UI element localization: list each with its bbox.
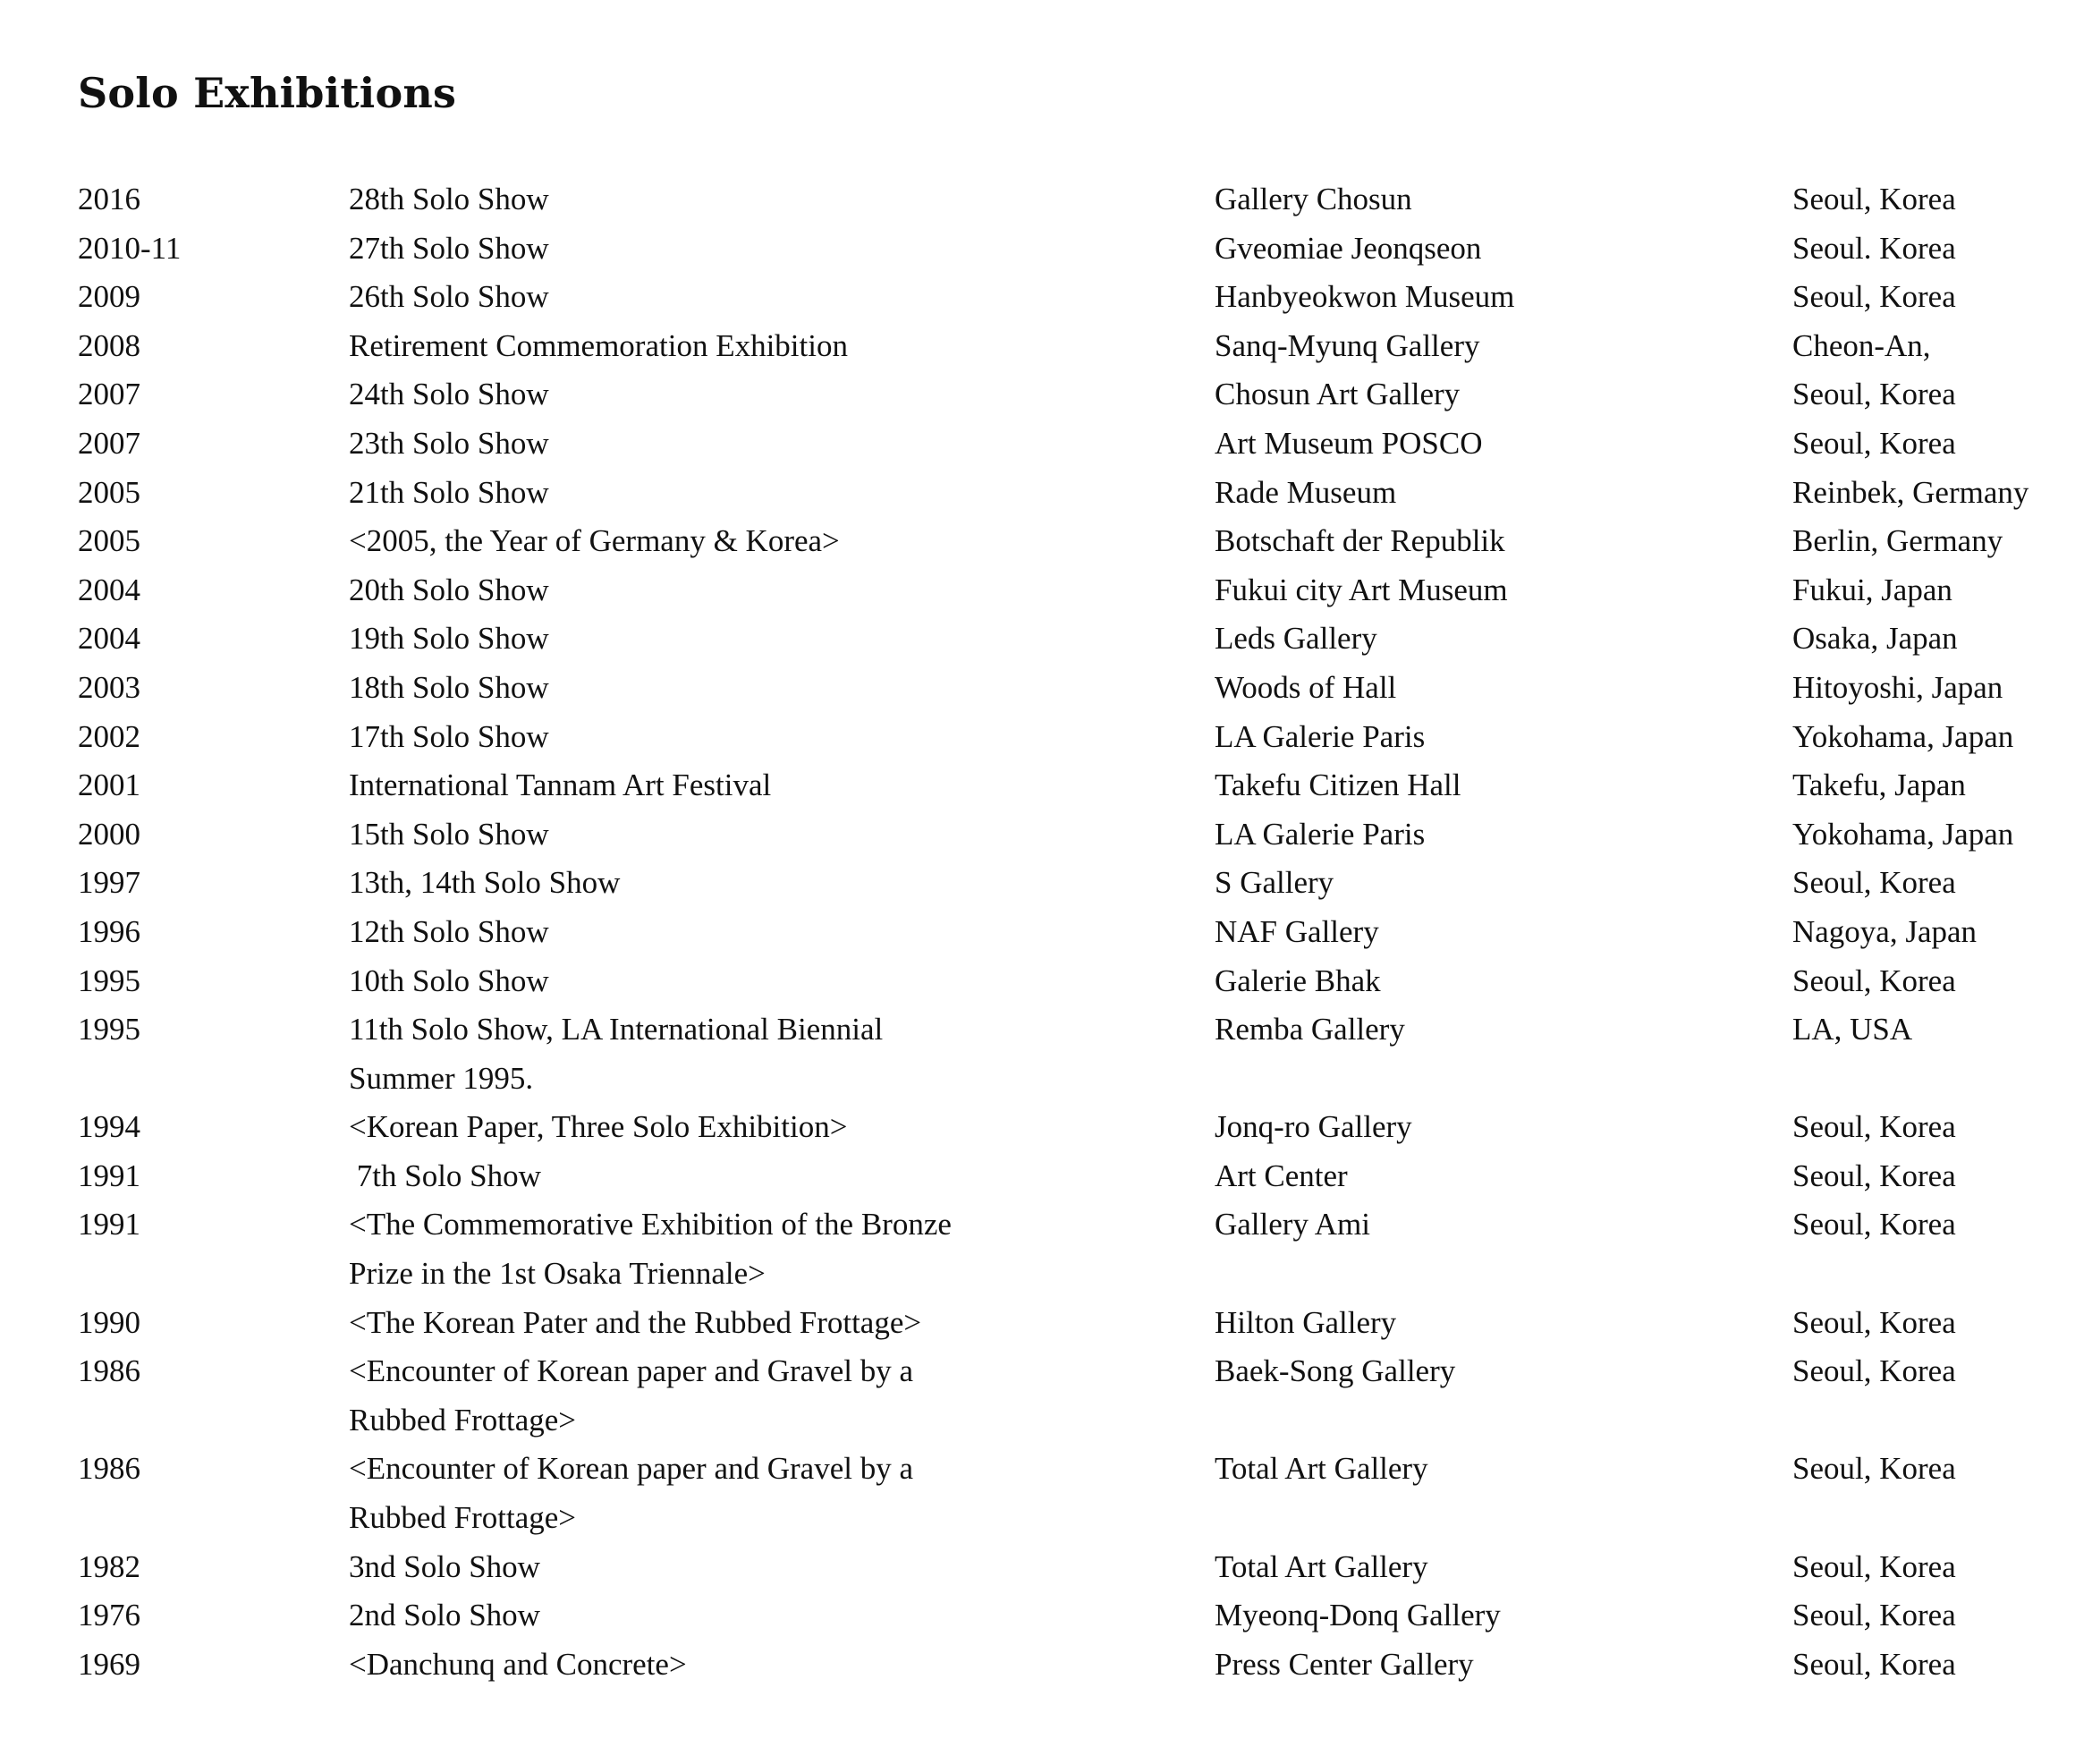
exhibition-row <box>0 859 2075 908</box>
exhibition-venue: Galerie Bhak <box>1215 963 1381 998</box>
exhibition-year: 2007 <box>78 377 140 412</box>
exhibition-year: 1982 <box>78 1548 140 1584</box>
exhibition-location: Seoul, Korea <box>1792 1548 1956 1584</box>
exhibition-year: 2009 <box>78 279 140 315</box>
exhibition-title-line: 19th Solo Show <box>349 621 549 657</box>
exhibition-year: 1995 <box>78 1012 140 1047</box>
exhibition-row <box>0 957 2075 1006</box>
exhibition-location: Seoul, Korea <box>1792 1109 1956 1145</box>
exhibition-location: Seoul, Korea <box>1792 963 1956 998</box>
exhibition-title-line: Prize in the 1st Osaka Triennale> <box>349 1256 766 1292</box>
exhibition-location: Seoul, Korea <box>1792 425 1956 461</box>
exhibition-year: 1969 <box>78 1646 140 1682</box>
exhibition-title-line: 7th Solo Show <box>349 1158 541 1193</box>
exhibition-year: 1994 <box>78 1109 140 1145</box>
exhibition-title <box>349 713 1181 762</box>
exhibition-title <box>349 1005 1181 1103</box>
exhibition-location: Yokohama, Japan <box>1792 816 2014 852</box>
exhibition-venue: Gveomiae Jeonqseon <box>1215 230 1482 266</box>
exhibition-title-line: <Encounter of Korean paper and Gravel by a <box>349 1353 913 1389</box>
exhibition-title <box>349 1200 1181 1298</box>
exhibition-venue: Art Center <box>1215 1158 1348 1193</box>
exhibition-title-line: 11th Solo Show, LA International Biennial <box>349 1012 884 1047</box>
exhibition-title-line: 28th Solo Show <box>349 182 549 216</box>
exhibition-title-line: <2005, the Year of Germany & Korea> <box>349 523 840 559</box>
exhibition-title <box>349 664 1181 713</box>
exhibition-row <box>0 517 2075 566</box>
exhibition-venue: Sanq-Myunq Gallery <box>1215 327 1480 363</box>
exhibition-row <box>0 1543 2075 1592</box>
exhibition-title-line: 12th Solo Show <box>349 913 549 949</box>
exhibition-title-line: 17th Solo Show <box>349 718 549 754</box>
exhibition-title <box>349 1347 1181 1445</box>
exhibition-year: 1996 <box>78 913 140 949</box>
exhibition-location: Seoul, Korea <box>1792 1158 1956 1193</box>
exhibition-list <box>0 175 2075 1689</box>
exhibition-location: Nagoya, Japan <box>1792 913 1978 949</box>
exhibition-year: 2016 <box>78 182 140 216</box>
exhibition-row <box>0 273 2075 322</box>
exhibition-title-line: Rubbed Frottage> <box>349 1402 577 1437</box>
exhibition-title <box>349 1152 1181 1201</box>
exhibition-title <box>349 175 1181 225</box>
exhibition-row <box>0 908 2075 957</box>
exhibition-title-line: <Encounter of Korean paper and Gravel by a <box>349 1451 913 1487</box>
exhibition-venue: Gallery Chosun <box>1215 182 1412 216</box>
exhibition-year: 2008 <box>78 327 140 363</box>
exhibition-title-line: 3nd Solo Show <box>349 1548 540 1584</box>
exhibition-title-line: <The Korean Pater and the Rubbed Frottage> <box>349 1304 922 1340</box>
exhibition-title <box>349 566 1181 615</box>
exhibition-year: 1986 <box>78 1451 140 1487</box>
exhibition-location: LA, USA <box>1792 1012 1913 1047</box>
exhibition-row <box>0 1103 2075 1152</box>
exhibition-year: 1995 <box>78 963 140 998</box>
exhibition-venue: Hanbyeokwon Museum <box>1215 279 1515 315</box>
exhibition-row <box>0 370 2075 420</box>
exhibition-venue: Leds Gallery <box>1215 621 1377 657</box>
exhibition-location: Seoul, Korea <box>1792 182 1956 216</box>
exhibition-title <box>349 225 1181 274</box>
exhibition-location: Yokohama, Japan <box>1792 718 2014 754</box>
exhibition-venue: Remba Gallery <box>1215 1012 1405 1047</box>
exhibition-title <box>349 517 1181 566</box>
exhibition-location: Takefu, Japan <box>1792 768 1966 803</box>
exhibition-location: Seoul, Korea <box>1792 1598 1956 1633</box>
exhibition-row <box>0 615 2075 664</box>
exhibition-venue: Gallery Ami <box>1215 1207 1370 1242</box>
exhibition-row <box>0 1152 2075 1201</box>
exhibition-title <box>349 1543 1181 1592</box>
exhibition-title <box>349 957 1181 1006</box>
page-title: Solo Exhibitions <box>78 69 457 117</box>
exhibition-title-line: Rubbed Frottage> <box>349 1500 577 1536</box>
exhibition-year: 2005 <box>78 523 140 559</box>
exhibition-location: Seoul, Korea <box>1792 1207 1956 1242</box>
exhibition-venue: S Gallery <box>1215 865 1334 901</box>
exhibition-year: 2002 <box>78 718 140 754</box>
exhibition-venue: Woods of Hall <box>1215 669 1397 705</box>
exhibition-title <box>349 908 1181 957</box>
exhibition-location: Cheon-An, <box>1792 327 1931 363</box>
exhibition-row <box>0 1641 2075 1690</box>
exhibition-venue: LA Galerie Paris <box>1215 816 1426 852</box>
exhibition-title-line: 26th Solo Show <box>349 279 549 315</box>
exhibition-row <box>0 761 2075 810</box>
exhibition-title <box>349 761 1181 810</box>
exhibition-row <box>0 420 2075 469</box>
exhibition-row <box>0 566 2075 615</box>
exhibition-venue: Chosun Art Gallery <box>1215 377 1461 412</box>
exhibition-location: Seoul, Korea <box>1792 1451 1956 1487</box>
exhibition-title <box>349 1591 1181 1641</box>
exhibition-title-line: 18th Solo Show <box>349 669 549 705</box>
exhibition-venue: Total Art Gallery <box>1215 1548 1428 1584</box>
exhibition-title <box>349 469 1181 518</box>
exhibition-row <box>0 225 2075 274</box>
exhibition-location: Seoul, Korea <box>1792 1304 1956 1340</box>
exhibition-venue: Myeonq-Donq Gallery <box>1215 1598 1501 1633</box>
exhibition-title <box>349 420 1181 469</box>
exhibition-year: 1986 <box>78 1353 140 1389</box>
exhibition-title <box>349 859 1181 908</box>
exhibition-year: 1991 <box>78 1207 140 1242</box>
exhibition-title-line: International Tannam Art Festival <box>349 768 772 803</box>
exhibition-row <box>0 469 2075 518</box>
exhibition-row <box>0 175 2075 225</box>
exhibition-location: Osaka, Japan <box>1792 621 1958 657</box>
exhibition-title-line: 10th Solo Show <box>349 963 549 998</box>
exhibition-venue: Art Museum POSCO <box>1215 425 1483 461</box>
exhibition-title <box>349 370 1181 420</box>
exhibition-venue: Takefu Citizen Hall <box>1215 768 1461 803</box>
exhibition-title-line: 27th Solo Show <box>349 230 549 266</box>
exhibition-row <box>0 1347 2075 1445</box>
exhibition-year: 1990 <box>78 1304 140 1340</box>
exhibition-year: 2004 <box>78 621 140 657</box>
exhibition-title-line: 2nd Solo Show <box>349 1598 540 1633</box>
exhibition-venue: Rade Museum <box>1215 474 1397 510</box>
exhibition-location: Seoul. Korea <box>1792 230 1956 266</box>
exhibition-venue: Hilton Gallery <box>1215 1304 1397 1340</box>
exhibition-year: 2010-11 <box>78 230 182 266</box>
exhibition-year: 2003 <box>78 669 140 705</box>
exhibition-location: Reinbek, Germany <box>1792 474 2029 510</box>
exhibition-venue: Baek-Song Gallery <box>1215 1353 1456 1389</box>
exhibition-title <box>349 1445 1181 1542</box>
exhibition-title-line: <Korean Paper, Three Solo Exhibition> <box>349 1109 848 1145</box>
exhibition-title-line: Summer 1995. <box>349 1060 534 1096</box>
exhibition-location: Seoul, Korea <box>1792 279 1956 315</box>
exhibition-title <box>349 810 1181 860</box>
exhibition-row <box>0 322 2075 371</box>
exhibition-venue: NAF Gallery <box>1215 913 1379 949</box>
exhibition-location: Seoul, Korea <box>1792 1353 1956 1389</box>
exhibition-row <box>0 1445 2075 1542</box>
exhibition-title-line: <Danchunq and Concrete> <box>349 1646 687 1682</box>
exhibition-row <box>0 713 2075 762</box>
exhibition-year: 2004 <box>78 572 140 607</box>
exhibition-location: Seoul, Korea <box>1792 377 1956 412</box>
exhibition-row <box>0 1591 2075 1641</box>
exhibition-location: Fukui, Japan <box>1792 572 1952 607</box>
exhibition-row <box>0 1005 2075 1103</box>
exhibition-year: 1991 <box>78 1158 140 1193</box>
exhibition-title <box>349 322 1181 371</box>
exhibition-location: Berlin, Germany <box>1792 523 2003 559</box>
exhibition-title-line: 24th Solo Show <box>349 377 549 412</box>
exhibition-location: Hitoyoshi, Japan <box>1792 669 2003 705</box>
exhibition-title <box>349 1641 1181 1690</box>
exhibition-row <box>0 1299 2075 1348</box>
exhibition-title-line: 13th, 14th Solo Show <box>349 865 621 901</box>
exhibition-year: 2005 <box>78 474 140 510</box>
exhibition-venue: Fukui city Art Museum <box>1215 572 1508 607</box>
exhibition-year: 2000 <box>78 816 140 852</box>
exhibition-title-line: <The Commemorative Exhibition of the Bronze <box>349 1207 952 1242</box>
exhibition-title <box>349 615 1181 664</box>
exhibition-venue: LA Galerie Paris <box>1215 718 1426 754</box>
exhibition-year: 2001 <box>78 768 140 803</box>
exhibition-year: 1997 <box>78 865 140 901</box>
exhibition-row <box>0 664 2075 713</box>
exhibition-title <box>349 1103 1181 1152</box>
exhibition-title-line: 21th Solo Show <box>349 474 549 510</box>
exhibition-location: Seoul, Korea <box>1792 1646 1956 1682</box>
exhibition-title-line: 15th Solo Show <box>349 816 549 852</box>
exhibition-title-line: 20th Solo Show <box>349 572 549 607</box>
exhibition-title <box>349 273 1181 322</box>
exhibition-year: 1976 <box>78 1598 140 1633</box>
exhibition-title-line: Retirement Commemoration Exhibition <box>349 327 848 363</box>
exhibition-venue: Jonq-ro Gallery <box>1215 1109 1412 1145</box>
exhibition-title <box>349 1299 1181 1348</box>
exhibition-title-line: 23th Solo Show <box>349 425 549 461</box>
exhibition-row <box>0 810 2075 860</box>
exhibition-year: 2007 <box>78 425 140 461</box>
exhibition-venue: Press Center Gallery <box>1215 1646 1474 1682</box>
exhibition-row <box>0 1200 2075 1298</box>
exhibition-venue: Total Art Gallery <box>1215 1451 1428 1487</box>
exhibition-venue: Botschaft der Republik <box>1215 523 1505 559</box>
exhibition-location: Seoul, Korea <box>1792 865 1956 901</box>
